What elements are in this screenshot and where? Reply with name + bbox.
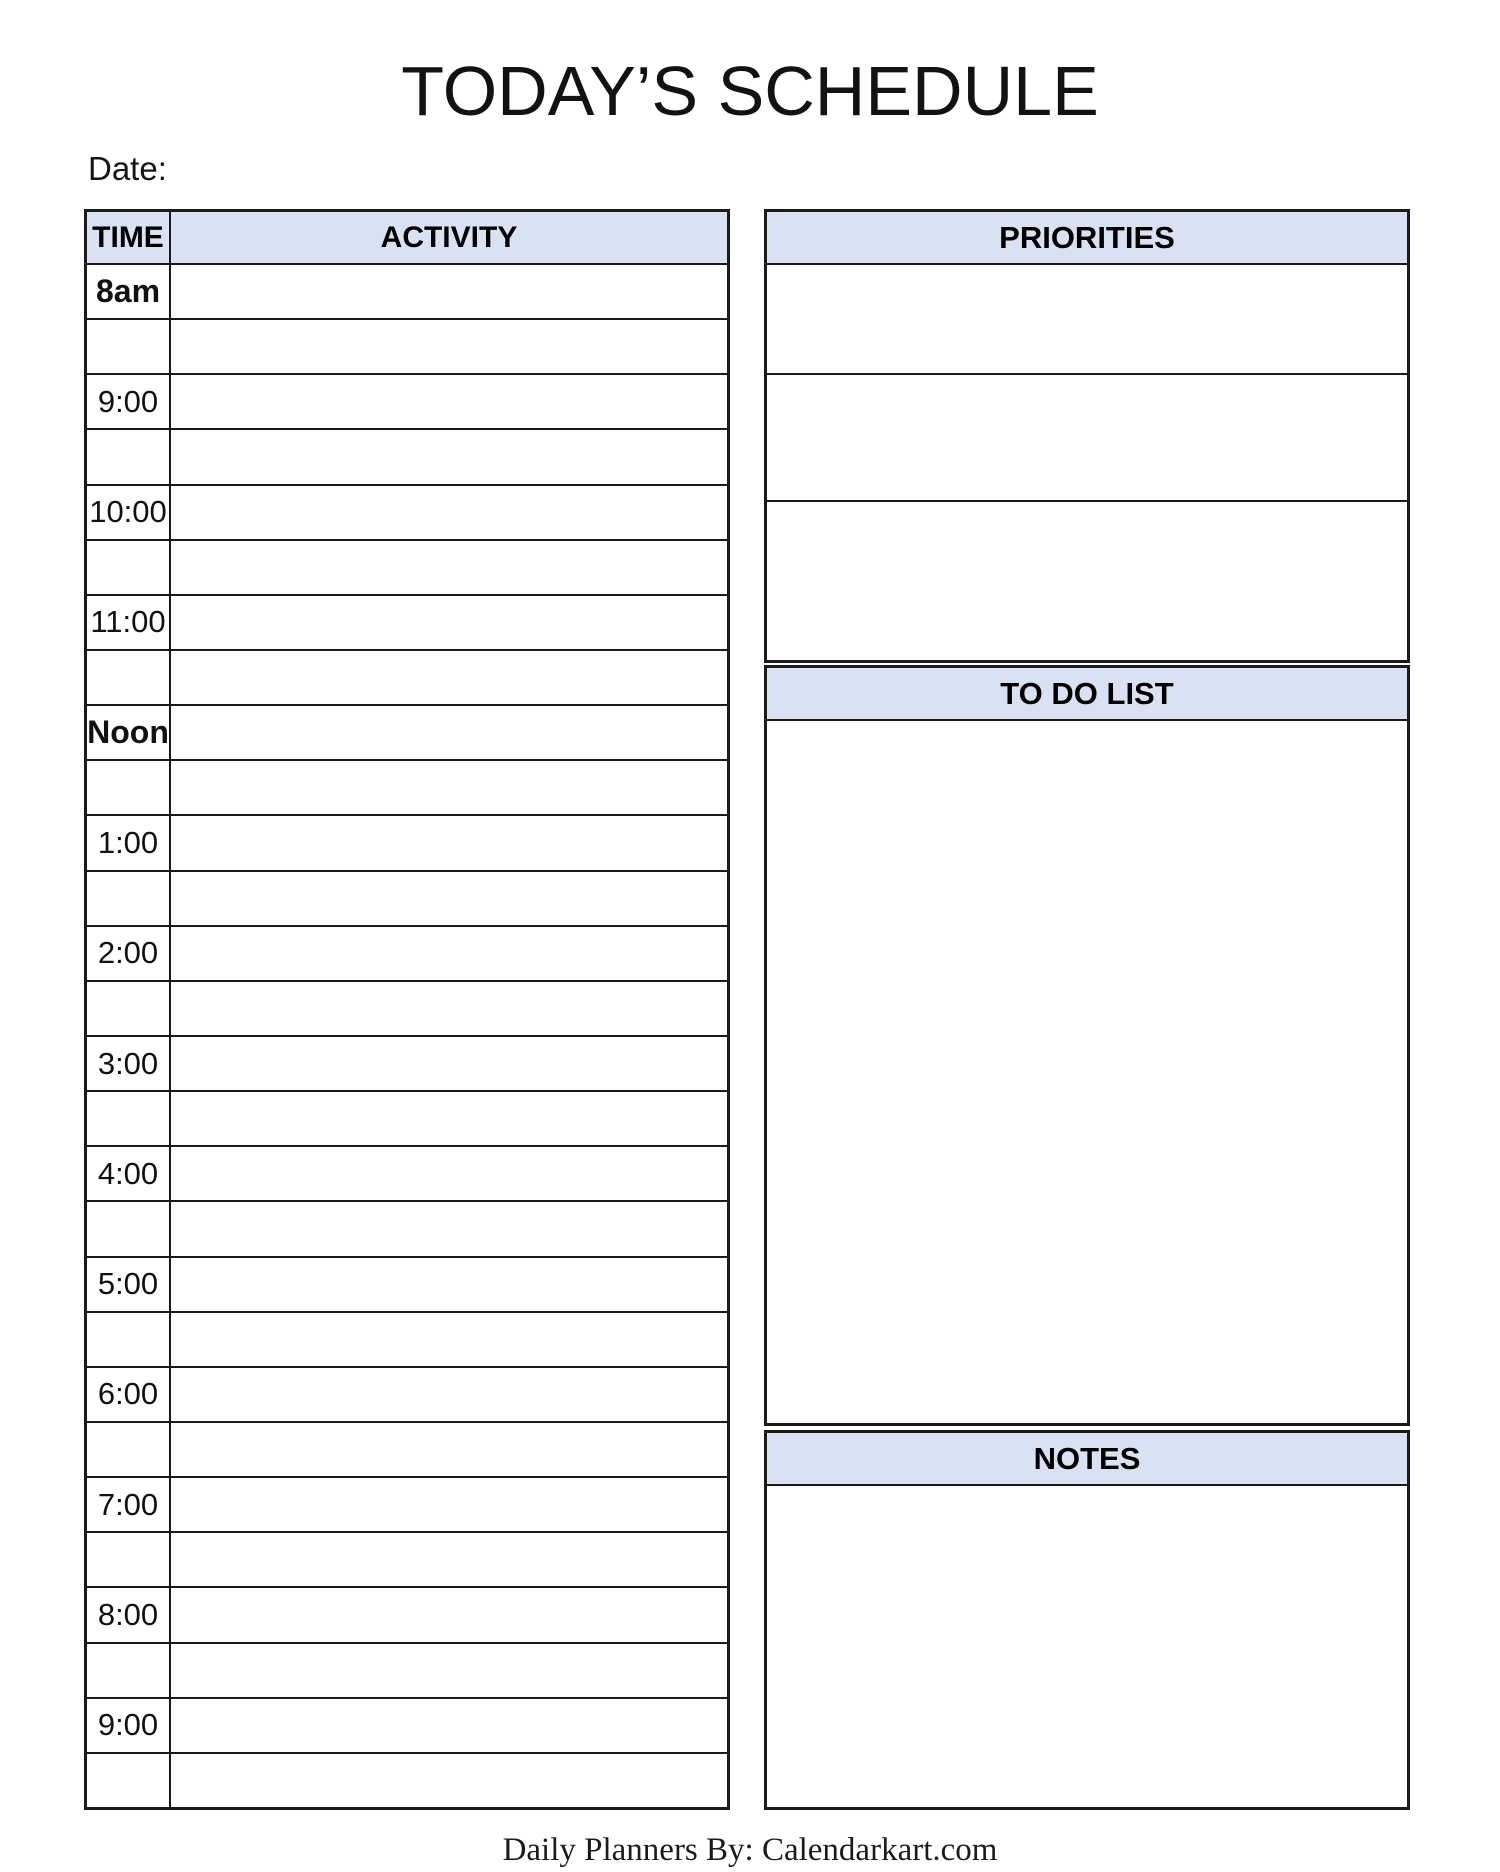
- time-label: 5:00: [87, 1258, 171, 1311]
- schedule-row-half-hour: [87, 980, 727, 1035]
- schedule-row-1100: [87, 594, 727, 649]
- time-label: 6:00: [87, 1368, 171, 1421]
- time-label: [87, 1423, 171, 1476]
- time-label: [87, 872, 171, 925]
- footer-credit: Daily Planners By: Calendarkart.com: [502, 1832, 998, 1868]
- priority-box[interactable]: [767, 263, 1407, 373]
- time-label: 2:00: [87, 927, 171, 980]
- schedule-row-half-hour: [87, 1531, 727, 1586]
- time-label: 7:00: [87, 1478, 171, 1531]
- time-label: 8:00: [87, 1588, 171, 1641]
- activity-cell[interactable]: [171, 1423, 727, 1476]
- schedule-row-noon: [87, 704, 727, 759]
- time-label: [87, 761, 171, 814]
- time-label: [87, 1754, 171, 1807]
- right-column: [764, 209, 1410, 1810]
- todo-body[interactable]: [767, 719, 1407, 1423]
- schedule-row-half-hour: [87, 539, 727, 594]
- schedule-row-900: [87, 1697, 727, 1752]
- time-label: [87, 982, 171, 1035]
- activity-cell[interactable]: [171, 1533, 727, 1586]
- schedule-row-400: [87, 1145, 727, 1200]
- activity-cell[interactable]: [171, 1313, 727, 1366]
- schedule-header-row: [87, 212, 727, 263]
- schedule-header-time: TIME: [87, 212, 171, 263]
- time-label: [87, 651, 171, 704]
- activity-cell[interactable]: [171, 1202, 727, 1255]
- time-label: 9:00: [87, 1699, 171, 1752]
- schedule-row-300: [87, 1035, 727, 1090]
- schedule-row-half-hour: [87, 428, 727, 483]
- todo-panel: [764, 665, 1410, 1426]
- schedule-row-8am: [87, 263, 727, 318]
- time-label: [87, 1092, 171, 1145]
- time-label: [87, 1533, 171, 1586]
- notes-body[interactable]: [767, 1484, 1407, 1807]
- time-label: 8am: [87, 265, 171, 318]
- schedule-row-half-hour: [87, 318, 727, 373]
- activity-cell[interactable]: [171, 1037, 727, 1090]
- priority-box[interactable]: [767, 500, 1407, 660]
- activity-cell[interactable]: [171, 1258, 727, 1311]
- activity-cell[interactable]: [171, 651, 727, 704]
- schedule-row-500: [87, 1256, 727, 1311]
- priorities-panel: [764, 209, 1410, 663]
- time-label: [87, 320, 171, 373]
- activity-cell[interactable]: [171, 761, 727, 814]
- time-label: [87, 541, 171, 594]
- schedule-row-half-hour: [87, 1200, 727, 1255]
- schedule-row-half-hour: [87, 1090, 727, 1145]
- activity-cell[interactable]: [171, 1699, 727, 1752]
- schedule-row-900: [87, 373, 727, 428]
- activity-cell[interactable]: [171, 1588, 727, 1641]
- activity-cell[interactable]: [171, 706, 727, 759]
- page-title: TODAY’S SCHEDULE: [401, 52, 1099, 130]
- activity-cell[interactable]: [171, 1478, 727, 1531]
- activity-cell[interactable]: [171, 596, 727, 649]
- time-label: 4:00: [87, 1147, 171, 1200]
- notes-header: NOTES: [767, 1433, 1407, 1484]
- schedule-row-800: [87, 1586, 727, 1641]
- time-label: 9:00: [87, 375, 171, 428]
- activity-cell[interactable]: [171, 430, 727, 483]
- date-label: Date:: [88, 150, 167, 187]
- schedule-header-activity: ACTIVITY: [380, 220, 518, 254]
- activity-cell[interactable]: [171, 1147, 727, 1200]
- time-label: [87, 1313, 171, 1366]
- activity-cell[interactable]: [171, 486, 727, 539]
- time-label: [87, 430, 171, 483]
- time-label: 1:00: [87, 816, 171, 869]
- schedule-row-half-hour: [87, 1421, 727, 1476]
- activity-cell[interactable]: [171, 927, 727, 980]
- schedule-row-700: [87, 1476, 727, 1531]
- schedule-row-half-hour: [87, 649, 727, 704]
- time-label: 11:00: [87, 596, 171, 649]
- schedule-row-200: [87, 925, 727, 980]
- priorities-header: PRIORITIES: [767, 212, 1407, 263]
- time-label: 3:00: [87, 1037, 171, 1090]
- activity-cell[interactable]: [171, 872, 727, 925]
- schedule-row-half-hour: [87, 1642, 727, 1697]
- schedule-row-half-hour: [87, 1311, 727, 1366]
- notes-panel: [764, 1430, 1410, 1810]
- activity-cell[interactable]: [171, 982, 727, 1035]
- time-label: [87, 1202, 171, 1255]
- schedule-row-600: [87, 1366, 727, 1421]
- activity-cell[interactable]: [171, 320, 727, 373]
- schedule-table: [84, 209, 730, 1810]
- time-label: Noon: [87, 706, 171, 759]
- activity-cell[interactable]: [171, 1754, 727, 1807]
- priority-box[interactable]: [767, 373, 1407, 500]
- time-label: 10:00: [87, 486, 171, 539]
- schedule-row-half-hour: [87, 870, 727, 925]
- schedule-row-1000: [87, 484, 727, 539]
- todo-header: TO DO LIST: [767, 668, 1407, 719]
- activity-cell[interactable]: [171, 1368, 727, 1421]
- activity-cell[interactable]: [171, 816, 727, 869]
- schedule-row-100: [87, 814, 727, 869]
- activity-cell[interactable]: [171, 1092, 727, 1145]
- activity-cell[interactable]: [171, 375, 727, 428]
- schedule-row-half-hour: [87, 1752, 727, 1807]
- time-label: [87, 1644, 171, 1697]
- activity-cell[interactable]: [171, 541, 727, 594]
- activity-cell[interactable]: [171, 1644, 727, 1697]
- activity-cell[interactable]: [171, 265, 727, 318]
- schedule-row-half-hour: [87, 759, 727, 814]
